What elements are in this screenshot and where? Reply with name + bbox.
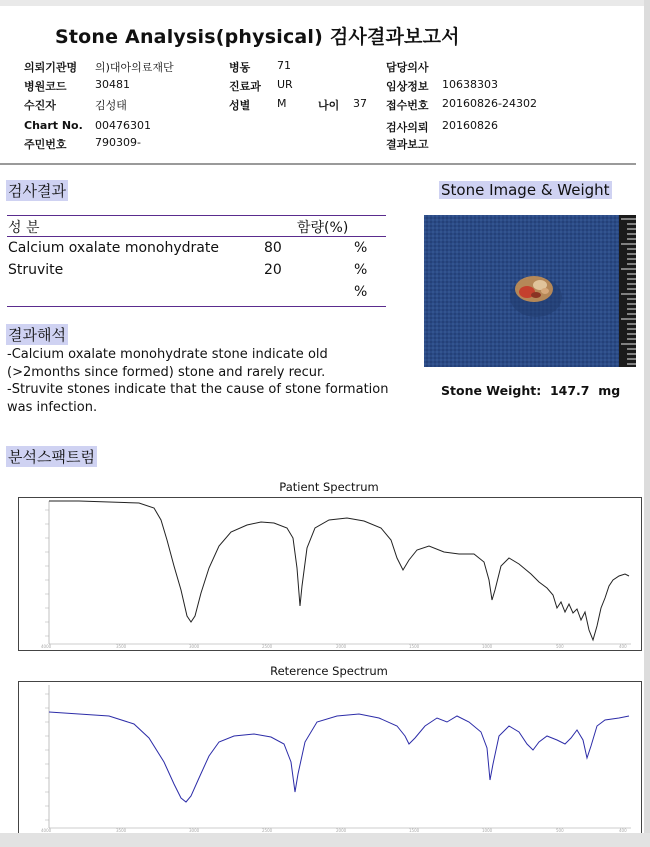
svg-text:2000: 2000 <box>336 644 347 649</box>
result-unit: % <box>354 284 368 300</box>
svg-text:500: 500 <box>556 644 564 649</box>
field-value-chart-no: 00476301 <box>95 119 151 132</box>
field-value-department: UR <box>277 78 293 91</box>
field-label-report-date: 결과보고 <box>386 138 429 151</box>
field-value-patient: 김성태 <box>95 99 127 112</box>
field-label-institution: 의뢰기관명 <box>24 61 78 74</box>
result-name: Calcium oxalate monohydrate <box>8 240 219 256</box>
field-value-age: 37 <box>353 97 367 110</box>
reference-spectrum-title: Reterence Spectrum <box>270 664 388 678</box>
field-value-resident-no: 790309- <box>95 136 141 149</box>
header-divider <box>0 163 636 165</box>
reference-spectrum-plot <box>18 681 642 835</box>
report-title: Stone Analysis(physical) 검사결과보고서 <box>55 26 460 48</box>
result-unit: % <box>354 262 368 278</box>
field-value-institution: 의)대아의료재단 <box>95 61 174 74</box>
weight-value: 147.7 <box>549 383 590 398</box>
svg-text:1500: 1500 <box>409 828 420 833</box>
svg-text:3500: 3500 <box>116 644 127 649</box>
svg-text:1500: 1500 <box>409 644 420 649</box>
right-edge <box>644 0 650 847</box>
svg-text:1000: 1000 <box>482 828 493 833</box>
field-label-clinical-info: 임상정보 <box>386 80 429 93</box>
table-top-rule <box>7 215 386 216</box>
weight-unit: mg <box>598 383 621 398</box>
field-label-age: 나이 <box>318 99 340 112</box>
svg-text:4000: 4000 <box>41 828 52 833</box>
field-value-sex: M <box>277 97 287 110</box>
svg-text:3000: 3000 <box>189 644 200 649</box>
field-value-receipt-no: 20160826-24302 <box>442 97 537 110</box>
interpretation-text <box>7 346 402 416</box>
field-label-physician: 담당의사 <box>386 61 429 74</box>
table-bottom-rule <box>7 306 386 307</box>
interpretation-heading: 결과해석 <box>8 326 66 344</box>
svg-text:3500: 3500 <box>116 828 127 833</box>
field-value-hospital-code: 30481 <box>95 78 130 91</box>
svg-text:2500: 2500 <box>262 828 273 833</box>
top-edge <box>0 0 650 6</box>
field-label-patient: 수진자 <box>24 99 56 112</box>
weight-label: Stone Weight: <box>441 383 542 398</box>
svg-text:500: 500 <box>556 828 564 833</box>
stone-photo <box>424 215 636 367</box>
table-header-rule <box>7 236 386 237</box>
field-label-resident-no: 주민번호 <box>24 138 67 151</box>
field-value-request-date: 20160826 <box>442 119 498 132</box>
field-label-receipt-no: 접수번호 <box>386 99 429 112</box>
result-value: 20 <box>264 262 282 278</box>
column-header-content: 함량(%) <box>297 220 349 236</box>
patient-spectrum-plot <box>18 497 642 651</box>
field-label-department: 진료과 <box>229 80 261 93</box>
svg-text:400: 400 <box>619 644 627 649</box>
svg-text:400: 400 <box>619 828 627 833</box>
svg-text:2000: 2000 <box>336 828 347 833</box>
stone-weight <box>441 383 620 398</box>
bottom-edge <box>0 833 650 847</box>
result-value: 80 <box>264 240 282 256</box>
interpretation-line: -Struvite stones indicate that the cause of stone formation was infection. <box>7 382 389 415</box>
svg-text:3000: 3000 <box>189 828 200 833</box>
svg-text:2500: 2500 <box>262 644 273 649</box>
field-label-chart-no: Chart No. <box>24 119 83 132</box>
stone-heading: Stone Image & Weight <box>441 181 610 199</box>
svg-text:4000: 4000 <box>41 644 52 649</box>
field-label-ward: 병동 <box>229 61 251 74</box>
field-value-ward: 71 <box>277 59 291 72</box>
field-label-request-date: 검사의뢰 <box>386 121 429 134</box>
column-header-component: 성 분 <box>8 220 40 236</box>
result-unit: % <box>354 240 368 256</box>
svg-text:1000: 1000 <box>482 644 493 649</box>
field-label-sex: 성별 <box>229 99 251 112</box>
interpretation-line: -Calcium oxalate monohydrate stone indicate old (>2months since formed) stone and rarely recur. <box>7 347 328 380</box>
spectrum-heading: 분석스팩트럼 <box>8 448 95 466</box>
result-name: Struvite <box>8 262 64 278</box>
field-value-clinical-info: 10638303 <box>442 78 498 91</box>
results-heading: 검사결과 <box>8 182 66 200</box>
field-label-hospital-code: 병원코드 <box>24 80 67 93</box>
patient-spectrum-title: Patient Spectrum <box>279 480 379 494</box>
